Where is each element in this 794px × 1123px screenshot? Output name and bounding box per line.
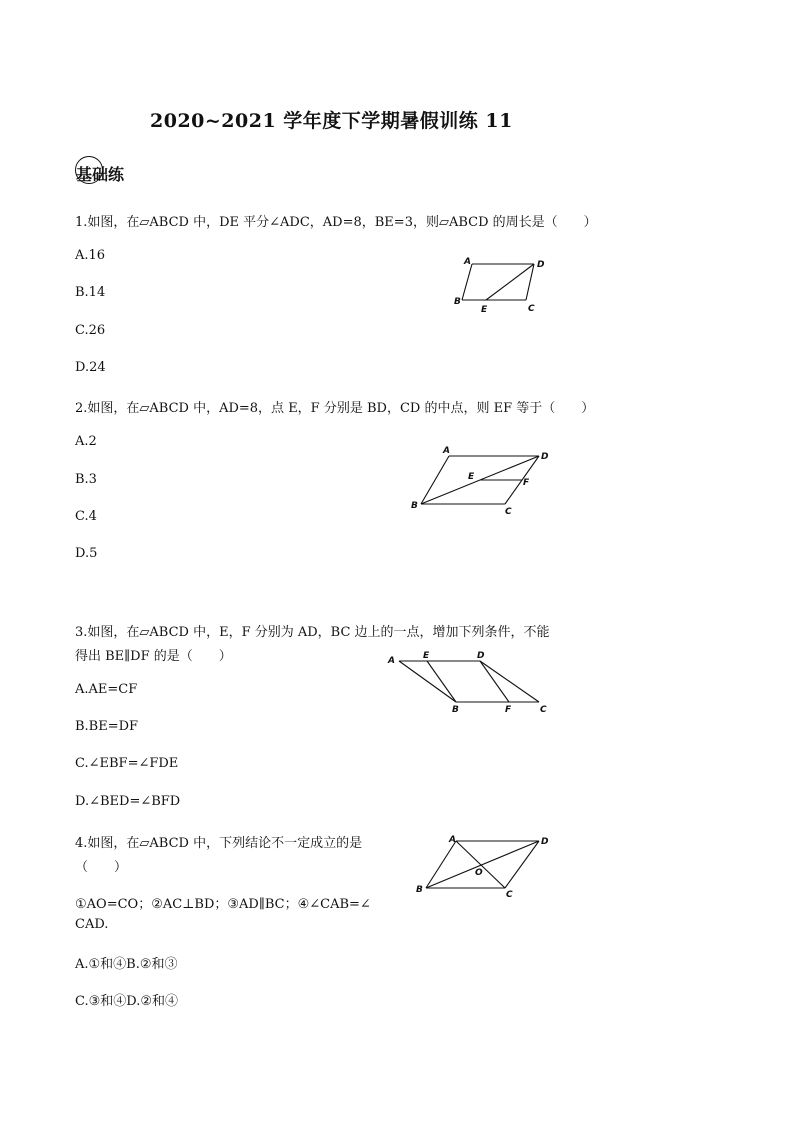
label-d: D	[541, 837, 549, 847]
label-e: E	[468, 472, 475, 482]
question-1-option-b: B.14	[75, 285, 106, 300]
question-2-option-c: C.4	[75, 509, 97, 524]
question-4-option-row-1: A.①和④B.②和③	[75, 957, 178, 972]
question-2-option-d: D.5	[75, 546, 98, 561]
figure-edge	[421, 456, 449, 504]
question-2-stem: 2.如图，在▱ABCD 中，AD=8，点 E，F 分别是 BD，CD 的中点，则 EF 等于（ ）	[75, 401, 595, 416]
question-1-stem: 1.如图，在▱ABCD 中，DE 平分∠ADC，AD=8，BE=3，则▱ABCD 的周长是（ ）	[75, 215, 597, 230]
label-b: B	[416, 885, 423, 895]
label-c: C	[540, 705, 547, 715]
label-b: B	[411, 501, 418, 511]
question-1-option-c: C.26	[75, 323, 106, 338]
question-2-option-b: B.3	[75, 472, 97, 487]
label-a: A	[388, 656, 395, 666]
question-4-stem-line-2: （ ）	[75, 860, 128, 875]
label-c: C	[505, 507, 512, 516]
question-3-option-b: B.BE=DF	[75, 719, 139, 734]
section-label: 基础练	[76, 165, 125, 184]
question-4-stem-line-4: CAD.	[75, 917, 109, 932]
label-a: A	[449, 835, 456, 845]
question-3-option-c: C.∠EBF=∠FDE	[75, 756, 179, 771]
label-d: D	[537, 260, 545, 270]
label-b: B	[454, 297, 461, 307]
label-a: A	[464, 257, 471, 267]
question-2-option-a: A.2	[75, 434, 97, 449]
label-d: D	[477, 651, 485, 661]
figure-edge	[462, 264, 472, 300]
label-c: C	[506, 890, 513, 900]
figure-edge	[480, 661, 539, 702]
question-4-stem-line-3: ①AO=CO；②AC⊥BD；③AD∥BC；④∠CAB=∠	[75, 897, 371, 912]
question-1-option-a: A.16	[75, 248, 106, 263]
question-1-option-d: D.24	[75, 360, 106, 375]
label-c: C	[528, 304, 535, 314]
figure-edge	[426, 841, 456, 888]
question-3-option-a: A.AE=CF	[75, 682, 138, 697]
question-1-figure	[450, 252, 560, 318]
question-4-stem-line-1: 4.如图，在▱ABCD 中，下列结论不一定成立的是	[75, 836, 363, 851]
section-badge	[75, 156, 155, 190]
label-f: F	[505, 705, 512, 715]
figure-edge	[456, 841, 505, 888]
label-b: B	[452, 705, 459, 715]
question-2-figure	[405, 442, 555, 516]
label-f: F	[523, 478, 530, 488]
figure-edge	[399, 661, 456, 702]
label-e: E	[481, 305, 488, 315]
page-title: 2020~2021 学年度下学期暑假训练 11	[150, 110, 513, 132]
question-3-stem-line-1: 3.如图，在▱ABCD 中，E，F 分别为 AD，BC 边上的一点，增加下列条件，不能	[75, 625, 550, 640]
figure-edge	[480, 661, 509, 702]
label-a: A	[443, 446, 450, 456]
label-o: O	[475, 868, 483, 878]
question-3-figure	[385, 648, 555, 716]
question-4-option-row-2: C.③和④D.②和④	[75, 994, 179, 1009]
label-d: D	[541, 452, 549, 462]
question-3-stem-line-2: 得出 BE∥DF 的是（ ）	[75, 649, 232, 664]
question-4-figure	[412, 830, 557, 900]
question-3-option-d: D.∠BED=∠BFD	[75, 794, 181, 809]
figure-edge	[427, 661, 456, 702]
label-e: E	[423, 651, 430, 661]
